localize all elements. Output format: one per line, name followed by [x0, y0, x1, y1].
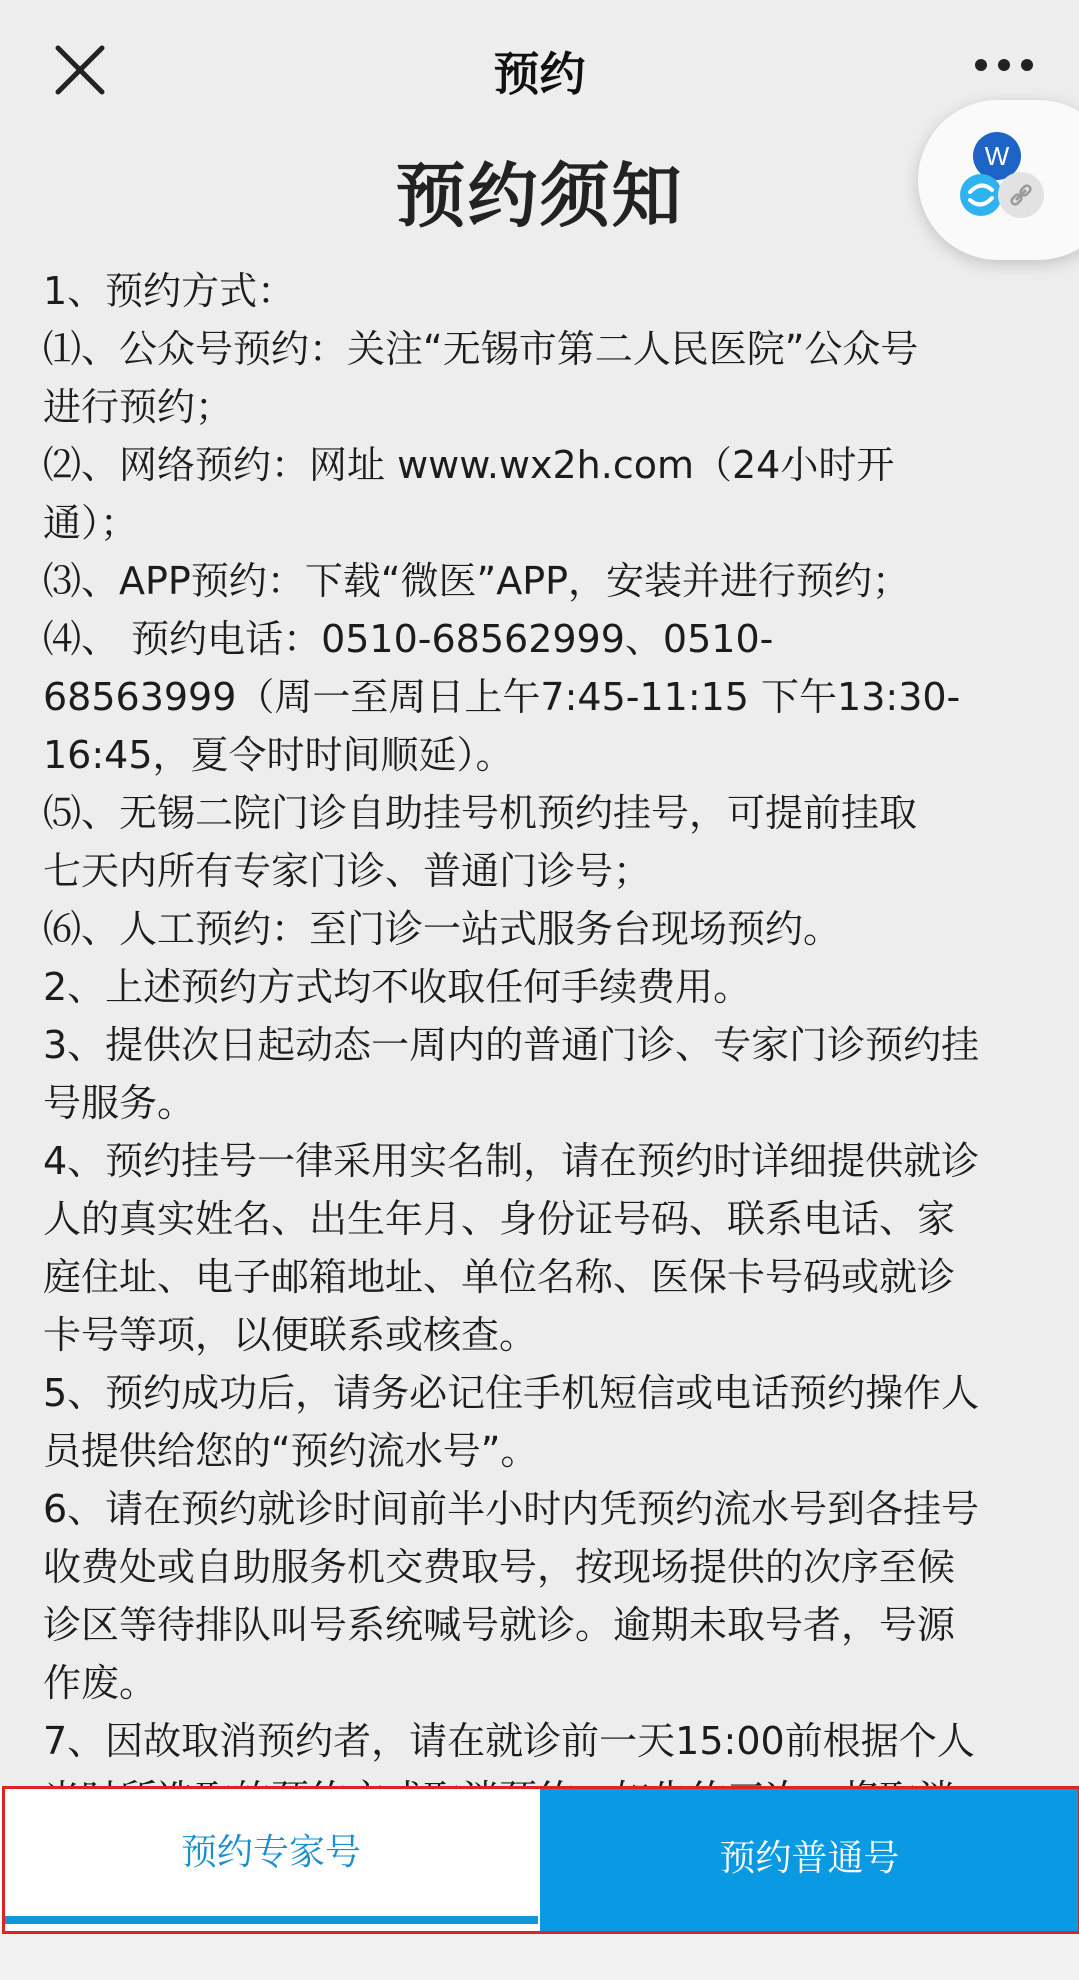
notice-line: 4、预约挂号一律采用实名制，请在预约时详细提供就诊 [43, 1139, 980, 1183]
notice-line: 诊区等待排队叫号系统喊号就诊。逾期未取号者，号源 [43, 1603, 956, 1647]
notice-content [43, 262, 1043, 1802]
notice-line: 68563999（周一至周日上午7:45-11:15 下午13:30- [43, 675, 961, 719]
notice-line: ⑶、APP预约：下载“微医”APP，安装并进行预约； [43, 559, 911, 603]
page-title: 预约须知 [395, 155, 684, 237]
notice-line: ⑷、 预约电话：0510-68562999、0510- [43, 617, 774, 661]
notice-line: 7、因故取消预约者，请在就诊前一天15:00前根据个人 [43, 1719, 975, 1763]
book-regular-button[interactable]: 预约普通号 [540, 1786, 1079, 1931]
notice-line: ⑹、人工预约：至门诊一站式服务台现场预约。 [43, 907, 842, 951]
top-nav-bar [0, 0, 1079, 140]
notice-line: 进行预约； [43, 385, 234, 429]
notice-line: 作废。 [43, 1661, 158, 1705]
more-options-icon[interactable] [969, 45, 1039, 85]
notice-line: 通）； [43, 501, 139, 545]
notice-line: ⑸、无锡二院门诊自助挂号机预约挂号，可提前挂取 [43, 791, 918, 835]
notice-line: 号服务。 [43, 1081, 196, 1125]
notice-line: 2、上述预约方式均不收取任何手续费用。 [43, 965, 752, 1009]
notice-line: 16:45，夏令时时间顺延）。 [43, 733, 514, 777]
notice-line: 1、预约方式： [43, 269, 296, 313]
notice-line: 人的真实姓名、出生年月、身份证号码、联系电话、家 [43, 1197, 956, 1241]
notice-line: ⑵、网络预约：网址 www.wx2h.com（24小时开 [43, 443, 895, 487]
notice-line: 3、提供次日起动态一周内的普通门诊、专家门诊预约挂 [43, 1023, 980, 1067]
notice-line: 卡号等项，以便联系或核查。 [43, 1313, 538, 1357]
notice-line: 5、预约成功后，请务必记住手机短信或电话预约操作人 [43, 1371, 980, 1415]
avatar: W [973, 132, 1021, 180]
book-expert-button[interactable]: 预约专家号 [4, 1790, 538, 1924]
notice-line: 6、请在预约就诊时间前半小时内凭预约流水号到各挂号 [43, 1487, 980, 1531]
notice-line: 七天内所有专家门诊、普通门诊号； [43, 849, 652, 893]
notice-line: 收费处或自助服务机交费取号，按现场提供的次序至候 [43, 1545, 956, 1589]
booking-button-bar [0, 1786, 1079, 1980]
bottom-safe-area [0, 1934, 1079, 1980]
notice-line: 员提供给您的“预约流水号”。 [43, 1429, 539, 1473]
nav-title: 预约 [493, 47, 586, 101]
notice-line: 庭住址、电子邮箱地址、单位名称、医保卡号码或就诊 [43, 1255, 956, 1299]
notice-line: ⑴、公众号预约：关注“无锡市第二人民医院”公众号 [43, 327, 919, 371]
